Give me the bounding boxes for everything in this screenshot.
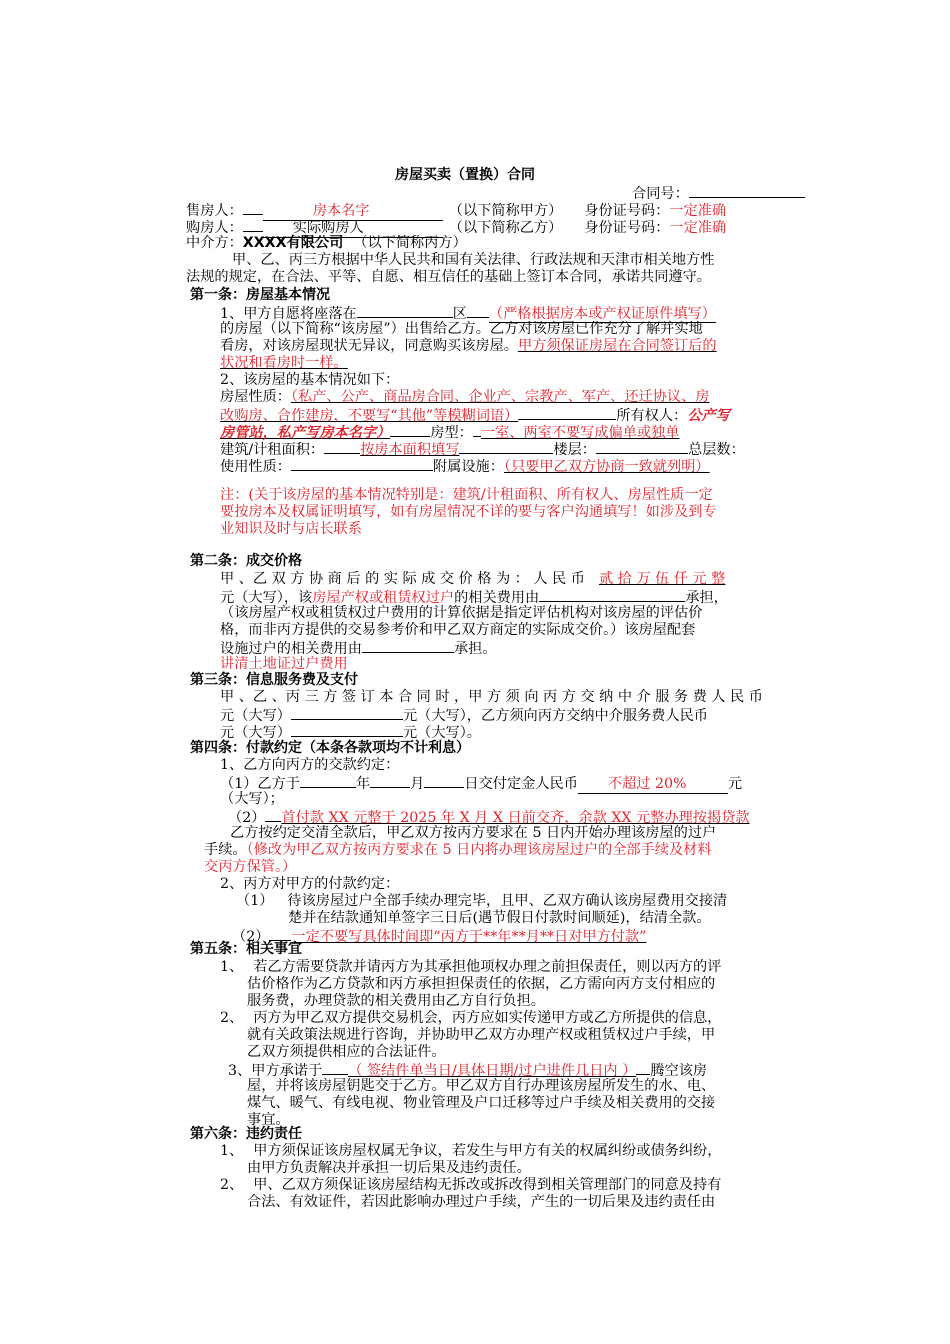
house-nature-row-2: 改购房、合作建房，不要写“其他”等模糊词语） 所有权人：公产写 [220,408,730,424]
art5-line-6: 乙双方须提供相应的合法证件。 [247,1044,446,1060]
preamble-line-2: 法规的规定，在合法、平等、自愿、相互信任的基础上签订本合同，承诺共同遵守。 [186,269,711,285]
contract-no-label: 合同号： [632,186,689,202]
floor-field[interactable] [596,440,688,454]
art3-line-2: 元（大写） 元（大写），乙方须向丙方交纳中介服务费人民币 [220,708,708,724]
art4-line-10: 楚并在结款通知单签字三日后(遇节假日付款时间顺延)，结清全款。 [288,910,711,926]
seller-id-label: 身份证号码： [584,203,670,219]
art1-p1: 1、甲方自愿将座落在 区 （严格根据房本或产权证原件填写） [220,306,716,322]
seller-label: 售房人： [186,203,243,219]
art2-line-2: 元（大写），该房屋产权或租赁权过户的相关费用由 承担， [220,590,728,606]
use-field[interactable] [291,457,433,471]
art4-line-8: 2、丙方对甲方的付款约定： [220,876,400,892]
contract-no-field[interactable] [689,184,805,198]
art1-p1-line-4: 状况和看房时一样。 [220,355,348,371]
art1-p1-line-2: 的房屋（以下简称“该房屋”）出售给乙方。乙方对该房屋已作充分了解并实地 [220,321,703,337]
article-4-title: 第四条：付款约定（本条各款项均不计利息） [190,740,470,756]
article-3-title: 第三条：信息服务费及支付 [190,672,358,688]
art2-line-5: 设施过户的相关费用由 承担。 [220,641,497,657]
art5-line-8: 屋，并将该房屋钥匙交于乙方。甲乙双方自行办理该房屋所发生的水、电、 [247,1078,716,1094]
art4-line-2: （1）乙方于 年 月 日交付定金人民币 不超过 20% 元 [220,776,743,792]
art5-line-4: 2、 丙方为甲乙双方提供交易机会，丙方应如实传递甲方或乙方所提供的信息， [220,1010,722,1026]
art4-line-5: 乙方按约定交清全款后，甲乙双方按丙方要求在 5 日内开始办理该房屋的过户 [230,825,717,841]
art6-line-3: 2、 甲、乙双方须保证该房屋结构无拆改或拆改得到相关管理部门的同意及持有 [220,1177,722,1193]
art1-p1-line-3: 看房，对该房屋现状无异议，同意购买该房屋。甲方须保证房屋在合同签订后的 [220,338,717,354]
art6-line-2: 由甲方负责解决并承担一切后果及违约责任。 [247,1160,531,1176]
art4-line-4: （2） 首付款 XX 元整于 2025 年 X 月 X 日前交齐，余款 XX 元整办理按揭贷款 [228,810,750,826]
seller-fee-field[interactable] [291,706,403,720]
art5-line-1: 1、 若乙方需要贷款并请丙方为其承担他项权办理之前担保责任，则以丙方的评 [220,959,722,975]
art4-line-11: （2） 一定不要写具体时间即“丙方于**年**月**日对甲方付款” [232,929,647,945]
house-nature-row: 房屋性质：（私产、公产、商品房合同、企业产、宗教产、军产、还迁协议、房 [220,389,710,405]
month-field[interactable] [370,774,410,788]
art5-line-7: 3、甲方承诺于 （ 签结件单当日/具体日期/过户进件几日内 ） 腾空该房 [228,1063,708,1079]
buyer-label: 购房人： [186,220,243,236]
district-field[interactable] [357,304,453,318]
art4-line-9: （1） 待该房屋过户全部手续办理完毕，且甲、乙双方确认该房屋费用交接清 [236,893,728,909]
use-facility-row: 使用性质： 附属设施：（只要甲乙双方协商一致就列明） [220,459,710,475]
art5-line-10: 事宜。 [247,1112,290,1128]
art2-line-4: 格，而非丙方提供的交易参考价和甲乙双方商定的实际成交价。）该房屋配套 [220,622,696,638]
art1-note-3: 业知识及时与店长联系 [220,521,362,537]
art5-line-5: 就有关政策法规进行咨询，并协助甲乙双方办理产权或租赁权过户手续，甲 [247,1027,716,1043]
art4-line-1: 1、乙方向丙方的交款约定： [220,757,400,773]
buyer-id-value[interactable]: 一定准确 [669,220,727,236]
art6-line-1: 1、 甲方须保证该房屋权属无争议，若发生与甲方有关的权属纠纷或债务纠纷， [220,1143,722,1159]
art1-p2: 2、该房屋的基本情况如下： [220,372,400,388]
buyer-fee-field[interactable] [291,723,403,737]
page-title: 房屋买卖（置换）合同 [395,167,535,183]
seller-name[interactable]: 房本名字 [263,203,443,221]
art1-note-2: 要按房本及权属证明填写，如有房屋情况不详的要与客户沟通填写！如涉及到专 [220,504,717,520]
facility-fee-field[interactable] [362,639,454,653]
art5-line-3: 服务费，办理贷款的相关费用由乙方自行负担。 [247,993,545,1009]
agent-name: XXXX有限公司 [242,235,344,251]
art5-line-9: 煤气、暖气、有线电视、物业管理及户口迁移等过户手续及相关费用的交接 [247,1095,716,1111]
article-2-title: 第二条：成交价格 [190,553,302,569]
art5-line-2: 估价格作为乙方贷款和丙方承担担保责任的依据，乙方需向丙方支付相应的 [247,976,716,992]
art6-line-4: 合法、有效证件，若因此影响办理过户手续，产生的一切后果及违约责任由 [247,1194,716,1210]
house-type-row: 房管站，私产写房本名字） 房型： 一室、两室不要写成偏单或独单 [220,425,680,441]
art4-line-6: 手续。（修改为甲乙双方按丙方要求在 5 日内将办理该房屋过户的全部手续及材料 [204,842,712,858]
art2-line-6: 讲清土地证过户费用 [220,656,348,672]
day-field[interactable] [424,774,464,788]
art4-line-7: 交丙方保管。） [204,859,297,875]
buyer-id-label: 身份证号码： [584,220,670,236]
buyer-alias: （以下简称乙方） [448,220,563,236]
art4-line-3: （大写）； [220,791,284,807]
art2-line-1: 甲 、乙 双 方 协 商 后 的 实 际 成 交 价 格 为 ： 人 民 币 贰 拾 万 伍 仟 元 整 [220,571,726,587]
art3-line-3: 元（大写） 元（大写）。 [220,725,481,741]
area-floor-row: 建筑/计租面积： 按房本面积填写 楼层： 总层数： [220,442,745,458]
preamble-line-1: 甲、乙、丙三方根据中华人民共和国有关法律、行政法规和天津市相关地方性 [232,252,715,268]
article-5-title: 第五条：相关事宜 [190,941,302,957]
buyer-name[interactable]: 实际购房人 [263,220,443,238]
agent-label: 中介方： [186,235,243,251]
year-field[interactable] [300,774,356,788]
agent-alias: （以下简称丙方） [353,235,467,251]
agent-row [186,235,467,252]
art3-line-1: 甲 、乙 、丙 三 方 签 订 本 合 同 时 ，甲 方 须 向 丙 方 交 纳 中 介 服 务 费 人 民 币 [220,689,763,705]
article-6-title: 第六条：违约责任 [190,1126,302,1142]
fee-bearer-field[interactable] [539,588,685,602]
seller-alias: （以下简称甲方） [448,203,563,219]
art1-note-1: 注：(关于该房屋的基本情况特别是：建筑/计租面积、所有权人、房屋性质一定 [220,487,713,503]
article-1-title: 第一条：房屋基本情况 [190,287,330,303]
art2-line-3: （该房屋产权或租赁权过户费用的计算依据是指定评估机构对该房屋的评估价 [220,605,703,621]
seller-id-value[interactable]: 一定准确 [669,203,727,219]
